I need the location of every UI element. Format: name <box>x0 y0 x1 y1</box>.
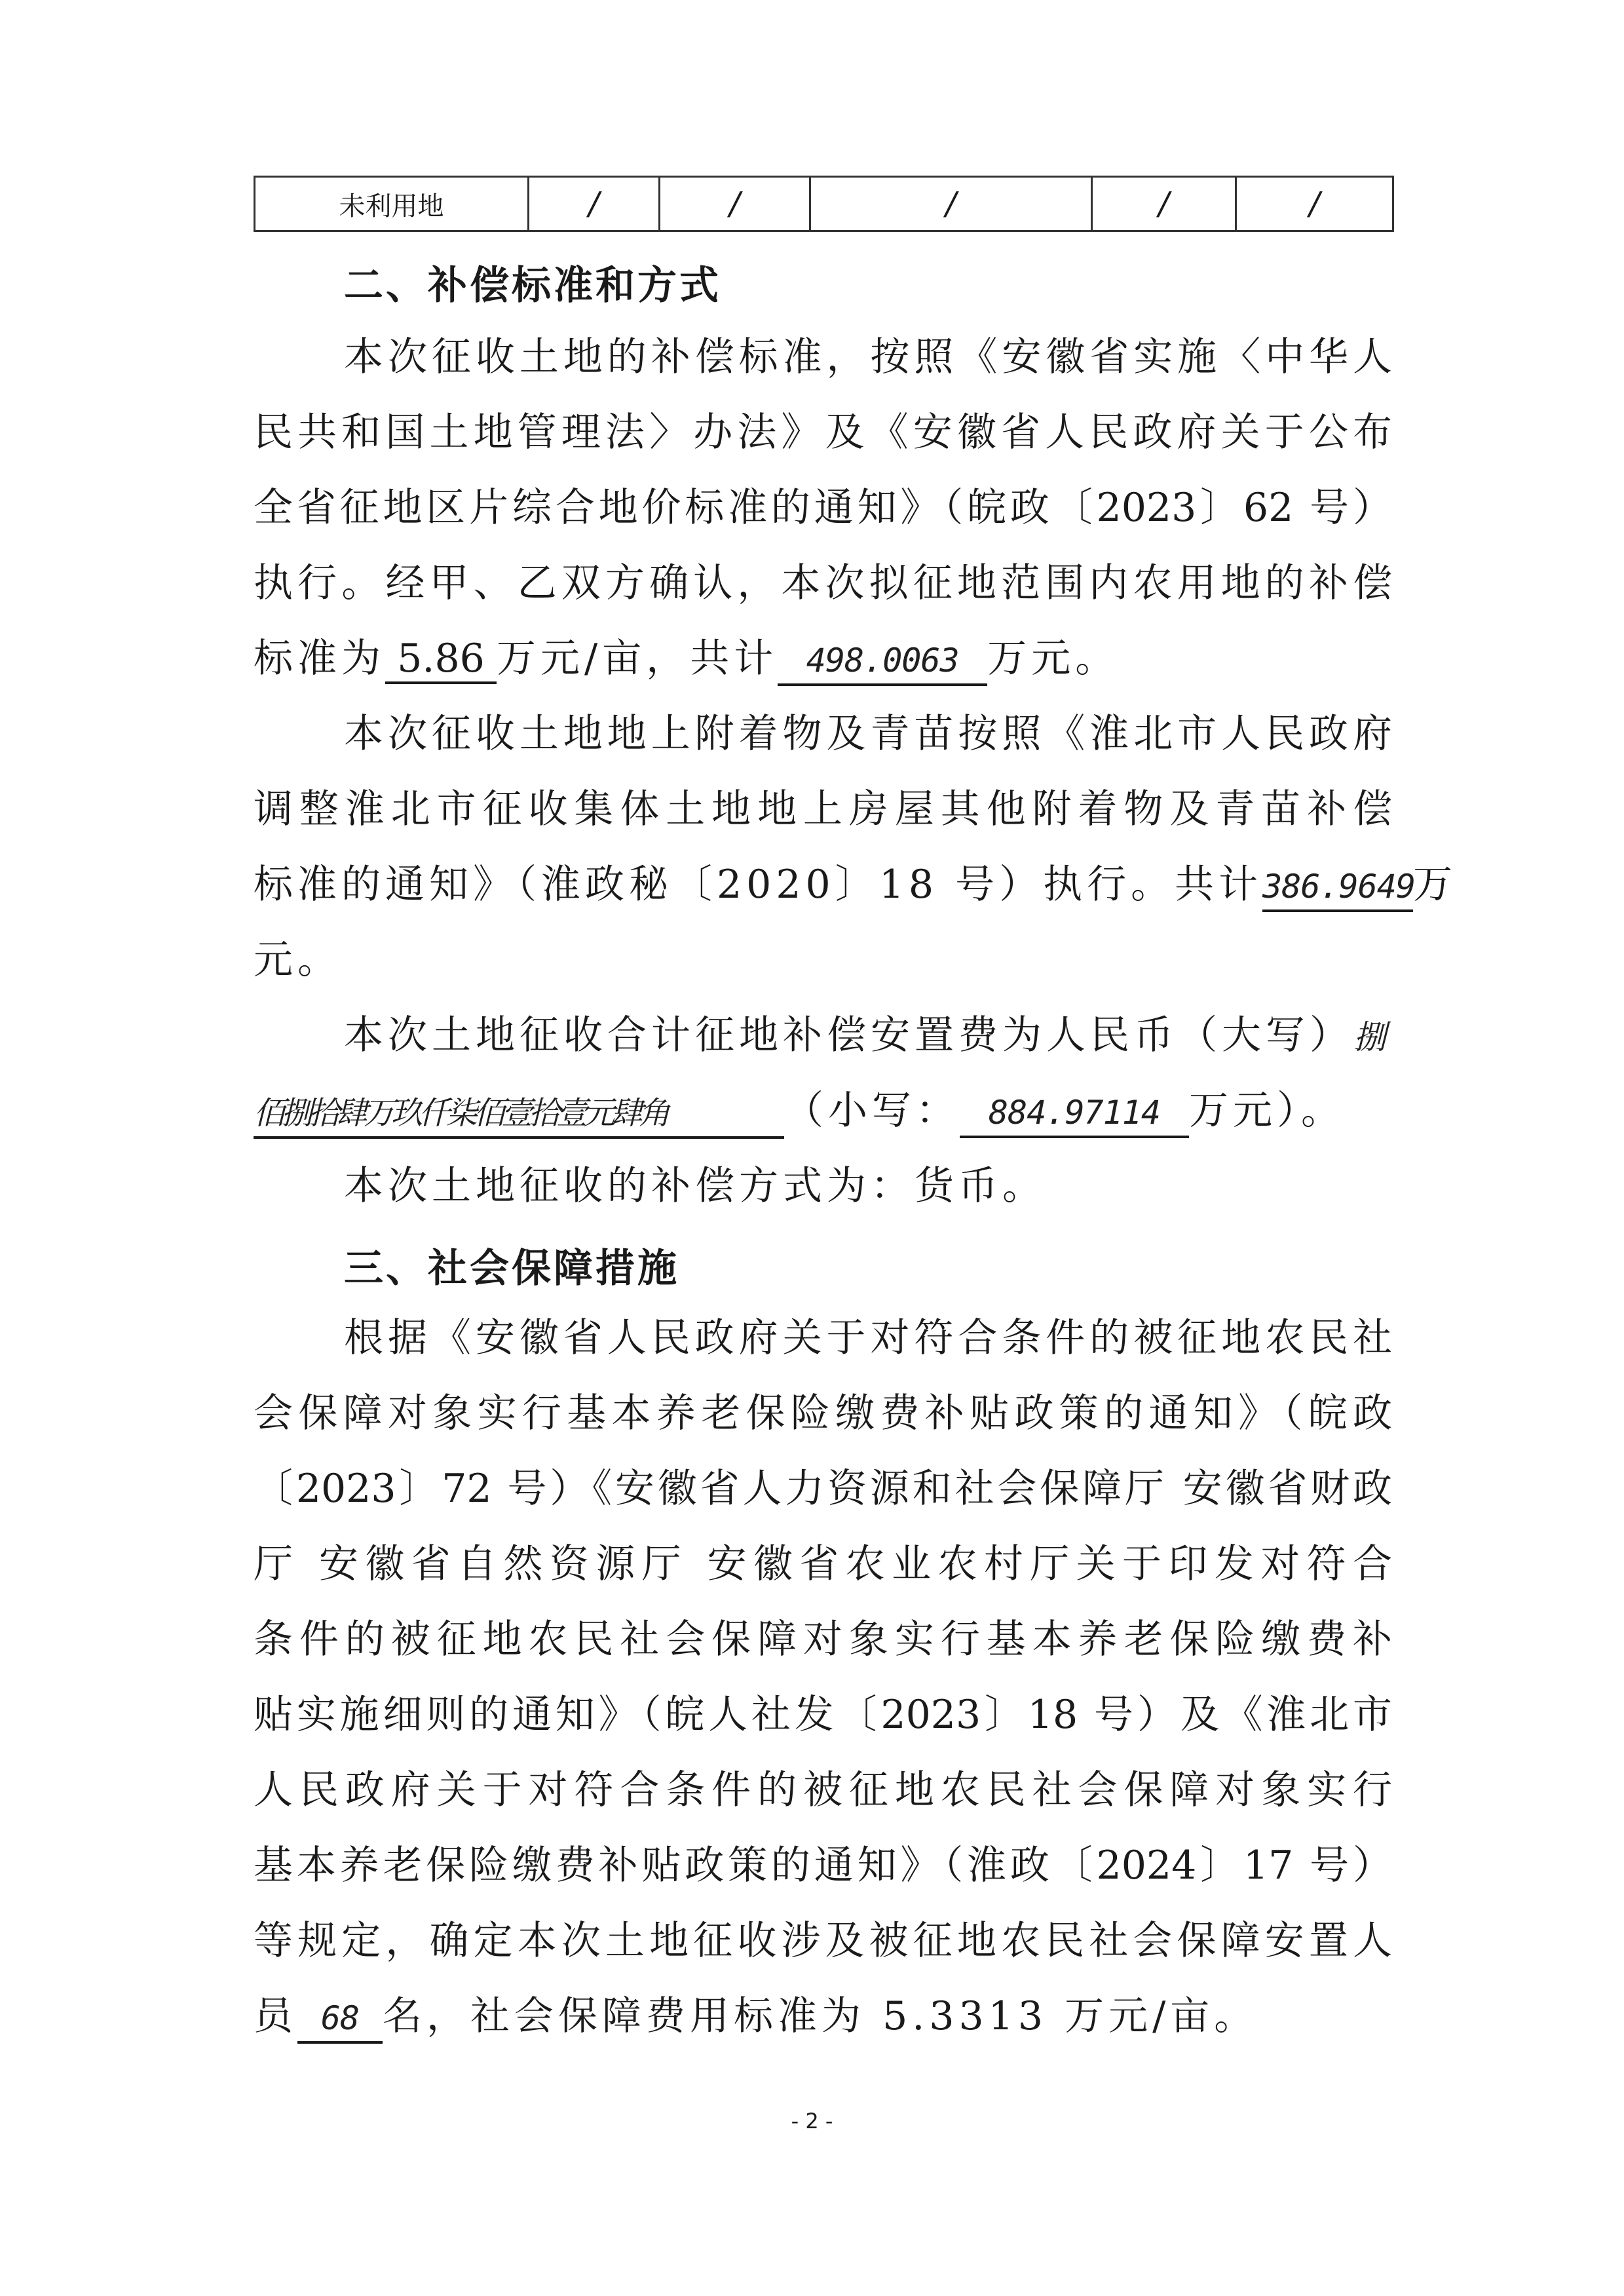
text-segment: （小写： <box>784 1088 960 1134</box>
paragraph-line: 根据《安徽省人民政府关于对符合条件的被征地农民社 <box>344 1315 1392 1361</box>
text-segment: 标准的通知》（淮政秘〔2020〕18 号）执行。共计 <box>254 862 1263 908</box>
handwritten-amount-words: 佰捌拾肆万玖仟柒佰壹拾壹元肆角 <box>254 1090 784 1139</box>
attachment-compensation-total-blank: 386.9649 <box>1262 864 1413 912</box>
paragraph-line: 本次征收土地地上附着物及青苗按照《淮北市人民政府 <box>344 711 1392 757</box>
table-row <box>255 177 1393 231</box>
text-segment: 万 <box>1413 862 1458 908</box>
paragraph-line: 厅 安徽省自然资源厅 安徽省农业农村厅关于印发对符合 <box>254 1541 1392 1587</box>
paragraph-line <box>344 1009 1392 1063</box>
amount-figures-blank: 884.97114 <box>960 1090 1189 1138</box>
table-cell: / <box>810 177 1092 231</box>
section-heading-social-security: 三、社会保障措施 <box>344 1246 679 1292</box>
paragraph-line: 元。 <box>254 937 341 983</box>
price-per-mu-blank: 5.86 <box>385 636 497 684</box>
text-segment: 名，社会保障费用标准为 5.3313 万元/亩。 <box>383 1993 1258 2039</box>
land-type-table <box>254 176 1394 232</box>
paragraph-line: 民共和国土地管理法〉办法》及《安徽省人民政府关于公布 <box>254 410 1392 455</box>
section-heading-compensation: 二、补偿标准和方式 <box>344 263 721 309</box>
paragraph-line: 执行。经甲、乙双方确认，本次拟征地范围内农用地的补偿 <box>254 560 1392 606</box>
paragraph-line: 本次土地征收的补偿方式为：货币。 <box>344 1163 1046 1209</box>
paragraph-line: 全省征地区片综合地价标准的通知》（皖政〔2023〕62 号） <box>254 485 1392 531</box>
handwritten-amount-start: 捌 <box>1353 1018 1386 1056</box>
page-number: - 2 - <box>791 2109 833 2133</box>
text-segment: 万元）。 <box>1189 1088 1345 1134</box>
paragraph-line: 等规定，确定本次土地征收涉及被征地农民社会保障安置人 <box>254 1918 1392 1964</box>
table-cell: / <box>1236 177 1393 231</box>
paragraph-line: 本次征收土地的补偿标准，按照《安徽省实施〈中华人 <box>344 334 1392 380</box>
paragraph-line: 〔2023〕72 号）《安徽省人力资源和社会保障厅 安徽省财政 <box>254 1466 1392 1512</box>
paragraph-line <box>254 1990 1392 2044</box>
paragraph-line: 人民政府关于对符合条件的被征地农民社会保障对象实行 <box>254 1767 1392 1813</box>
table-cell: / <box>1092 177 1236 231</box>
text-segment: 本次土地征收合计征地补偿安置费为人民币（大写） <box>344 1012 1353 1058</box>
resettlement-count-blank: 68 <box>297 1995 383 2044</box>
paragraph-line: 基本养老保险缴费补贴政策的通知》（淮政〔2024〕17 号） <box>254 1843 1392 1888</box>
text-segment: 标准为 <box>254 636 385 681</box>
table-cell: / <box>529 177 660 231</box>
text-segment: 员 <box>254 1993 297 2039</box>
text-segment: 万元/亩，共计 <box>497 636 778 681</box>
paragraph-line: 调整淮北市征收集体土地地上房屋其他附着物及青苗补偿 <box>254 786 1392 832</box>
paragraph-line: 条件的被征地农民社会保障对象实行基本养老保险缴费补 <box>254 1617 1392 1662</box>
table-cell: / <box>660 177 810 231</box>
text-segment: 万元。 <box>987 636 1120 681</box>
paragraph-line <box>254 858 1458 912</box>
paragraph-line <box>254 632 1392 686</box>
land-compensation-total-blank: 498.0063 <box>778 638 987 686</box>
paragraph-line <box>254 1084 1392 1139</box>
table-cell-label: 未利用地 <box>255 177 529 231</box>
paragraph-line: 贴实施细则的通知》（皖人社发〔2023〕18 号）及《淮北市 <box>254 1692 1392 1738</box>
paragraph-line: 会保障对象实行基本养老保险缴费补贴政策的通知》（皖政 <box>254 1390 1392 1436</box>
